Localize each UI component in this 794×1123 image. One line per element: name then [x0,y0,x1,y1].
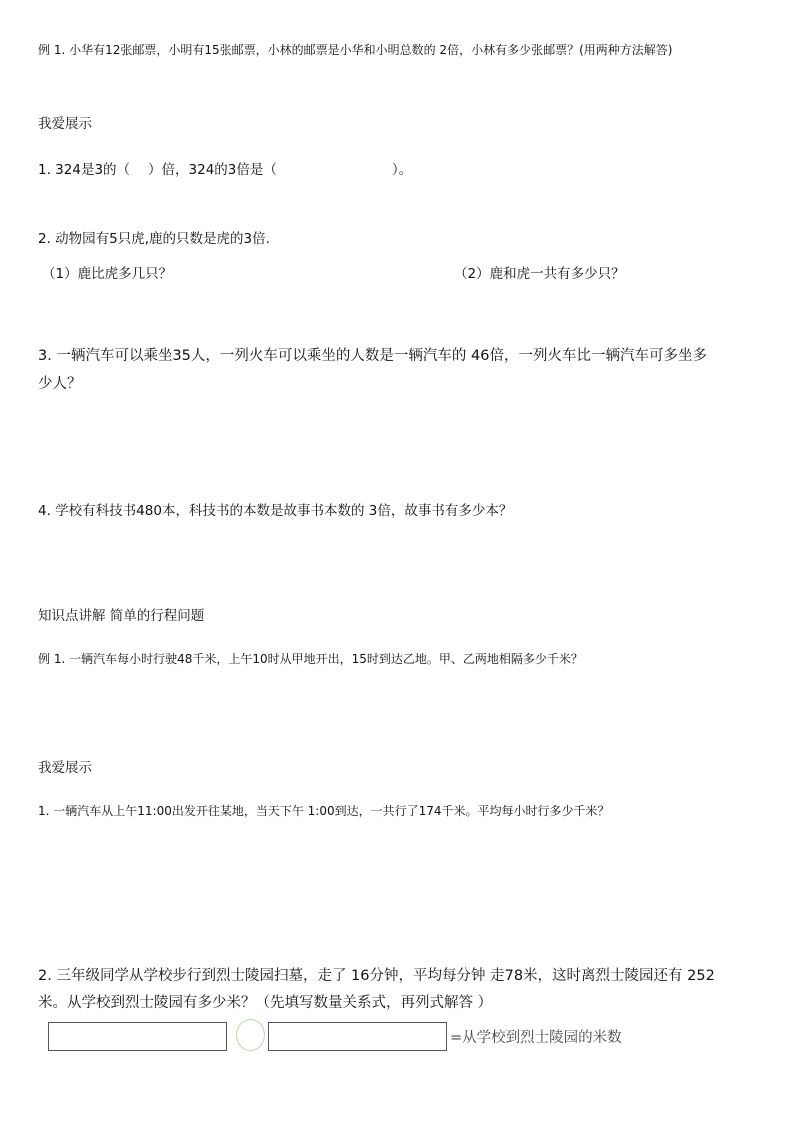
section-heading-show-2: 我爱展示 [38,760,92,776]
relation-suffix-label: =从学校到烈士陵园的米数 [450,1030,622,1046]
knowledge-heading: 知识点讲解 简单的行程问题 [38,608,205,624]
question-5-car-speed: 1. 一辆汽车从上午11:00出发开往某地，当天下午 1:00到达，一共行了174千米。平均每小时行多少千米？ [38,804,610,818]
q1-part-b: ）倍，324的3倍是（ [148,162,277,178]
example-2-travel: 例 1. 一辆汽车每小时行驶48千米，上午10时从甲地开出，15时到达乙地。甲、乙两地相隔多少千米？ [38,652,583,666]
question-3-line-2: 少人？ [38,376,82,392]
q1-part-a: 1. 324是3的（ [38,162,131,178]
section-heading-show-1: 我爱展示 [38,116,92,132]
question-3-line-1: 3. 一辆汽车可以乘坐35人，一列火车可以乘坐的人数是一辆汽车的 46倍，一列火车比一辆汽车可多坐多 [38,348,707,364]
q1-part-c: ）。 [391,162,413,178]
question-6-line-2: 米。从学校到烈士陵园有多少米？（先填写数量关系式，再列式解答 ） [38,995,493,1011]
question-2-sub-1: （1）鹿比虎多几只？ [42,266,173,282]
question-2-zoo: 2. 动物园有5只虎,鹿的只数是虎的3倍. [38,231,270,247]
question-1-multiples [38,158,412,178]
operator-circle[interactable] [236,1019,265,1051]
example-1-stamps: 例 1. 小华有12张邮票，小明有15张邮票，小林的邮票是小华和小明总数的 2倍，小林有多少张邮票？(用两种方法解答) [38,43,673,57]
relation-answer-box-2[interactable] [268,1022,447,1051]
question-2-sub-2: （2）鹿和虎一共有多少只？ [454,266,625,282]
question-4-books: 4. 学校有科技书480本，科技书的本数是故事书本数的 3倍，故事书有多少本？ [38,503,513,519]
question-6-line-1: 2. 三年级同学从学校步行到烈士陵园扫墓，走了 16分钟，平均每分钟 走78米，这时离烈士陵园还有 252 [38,968,715,984]
relation-answer-box-1[interactable] [48,1022,227,1051]
